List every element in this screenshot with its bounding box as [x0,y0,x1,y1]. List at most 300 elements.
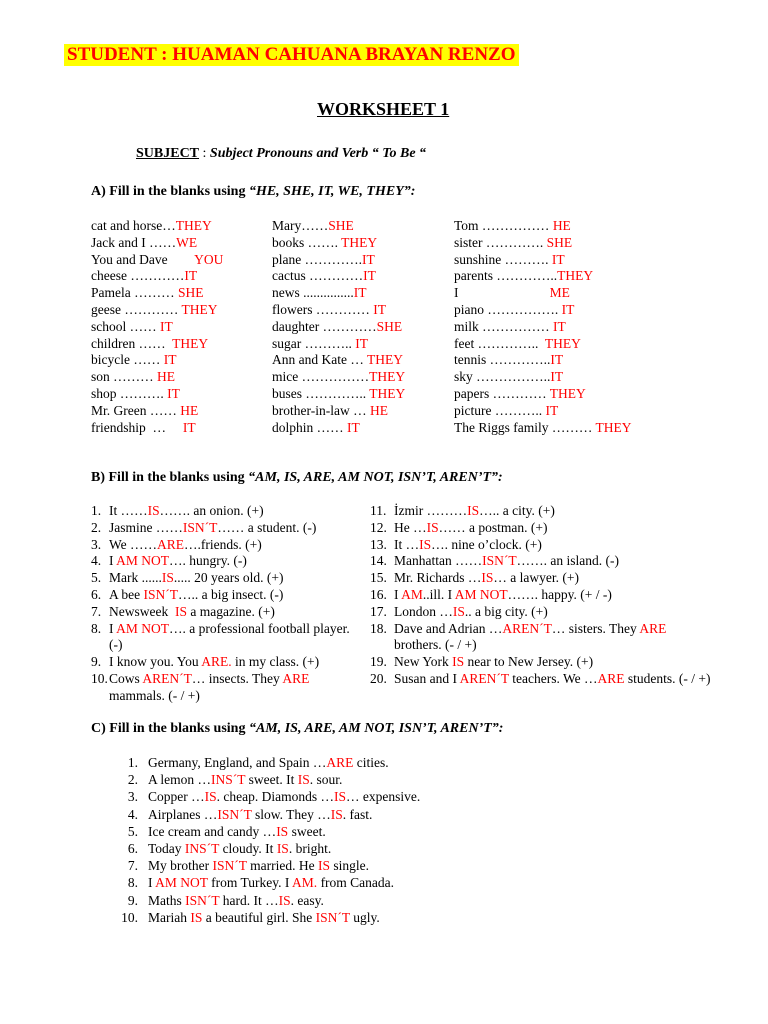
section-c-heading-prefix: C) Fill in the blanks using [91,721,249,736]
fill-item [454,420,632,437]
section-a-heading [91,184,415,200]
sentence-text: … expensive. [346,789,421,805]
sentence-text: …. nine o’clock. (+) [431,536,542,552]
fill-prompt: parents ………….. [454,268,558,284]
answer-text: AM NOT [116,553,170,569]
sentence-text: ….friends. (+) [184,536,262,552]
sentence-text: İzmir ……… [394,503,468,518]
exercise-item [91,587,363,604]
answer-text: IS [317,858,330,874]
fill-item [454,302,632,319]
fill-answer: THEY [341,234,378,250]
sentence-text: Mr. Richards … [394,570,482,586]
sentence-text: married. He [246,858,318,874]
item-number: 9. [127,892,138,908]
fill-answer: IT [553,318,566,334]
exercise-item [91,520,363,537]
sentence-text: I know you. You [109,654,202,670]
sentence-text: Cows [109,670,143,686]
sentence-text: We …… [109,536,158,552]
fill-prompt: Mr. Green …… [91,402,181,418]
sentence-text: cloudy. It [219,841,277,857]
fill-item [91,386,223,403]
sentence-text: from Canada. [317,875,395,891]
item-number: 9. [91,654,102,670]
exercise-item [112,806,420,823]
item-number: 5. [91,570,102,586]
exercise-item [370,520,715,537]
answer-text: IS [452,654,465,670]
subject-line [136,146,426,162]
fill-answer: IT [363,268,376,284]
exercise-item [91,621,363,655]
exercise-item [370,587,715,604]
item-number: 11. [370,503,387,518]
fill-answer: IT [163,352,177,368]
fill-answer: IT [184,268,198,284]
sentence-text: . bright. [288,841,332,857]
fill-prompt: feet ………….. [454,335,545,351]
fill-answer: YOU [194,251,224,267]
sentence-text: New York [394,654,453,670]
answer-text: IS [330,806,343,822]
fill-prompt: bicycle …… [91,352,164,368]
fill-item [91,319,223,336]
section-a-heading-quote: “HE, SHE, IT, WE, THEY”: [248,184,416,199]
fill-answer: ME [549,285,570,301]
fill-prompt: sister …………. [454,234,547,250]
fill-answer: SHE [546,234,573,250]
student-name: STUDENT : HUAMAN CAHUANA BRAYAN RENZO [64,44,519,66]
sentence-text: My brother [148,858,213,874]
item-sentence [109,621,363,655]
fill-item [91,336,223,353]
answer-text: AM NOT [454,586,508,602]
fill-item [272,302,405,319]
fill-item [91,352,223,369]
fill-prompt: papers ………… [454,385,550,401]
sentence-text: Newsweek [109,603,175,619]
fill-item [272,285,405,302]
fill-answer: IT [373,301,386,317]
fill-item [272,235,405,252]
fill-prompt: brother-in-law … [272,402,370,418]
answer-text: IS [426,519,439,535]
item-number: 2. [127,772,138,788]
sentence-text: … sisters. They [551,620,640,636]
answer-text: IS [481,570,494,586]
answer-text: AREN´T [459,670,509,686]
fill-item [272,352,405,369]
fill-item [454,336,632,353]
sentence-text: I [148,875,156,891]
fill-answer: THEY [549,385,586,401]
sentence-text: I [394,586,402,602]
sentence-text: ….. a big insect. (-) [178,586,284,602]
item-number: 20. [370,670,387,686]
sentence-text: .. a big city. (+) [464,603,548,619]
sentence-text: a magazine. (+) [187,603,275,619]
item-number: 18. [370,620,387,636]
sentence-text: Susan and I [394,670,460,686]
sentence-text: ……. an onion. (+) [159,503,264,518]
answer-text: ISN´T [185,892,220,908]
item-number: 7. [127,858,138,874]
item-sentence [394,654,593,671]
section-b-heading-quote: “AM, IS, ARE, AM NOT, ISN’T, AREN’T”: [248,470,503,485]
fill-prompt: dolphin …… [272,419,348,435]
item-number: 4. [127,806,138,822]
sentence-text: Mariah [148,909,191,925]
fill-item [272,369,405,386]
sentence-text: sweet. [288,823,326,839]
fill-answer: THEY [595,419,632,435]
fill-item [91,285,223,302]
sentence-text: …… a postman. (+) [438,519,548,535]
fill-answer: HE [369,402,388,418]
item-number: 1. [127,755,138,770]
fill-answer: IT [551,251,565,267]
item-sentence [109,654,319,671]
exercise-item [370,604,715,621]
sentence-text: … insects. They [191,670,283,686]
fill-answer: IT [355,335,368,351]
fill-prompt: picture ……….. [454,402,546,418]
fill-prompt: school …… [91,318,160,334]
fill-answer: THEY [181,301,218,317]
item-sentence [109,553,247,570]
fill-answer: IT [550,352,564,368]
answer-text: ARE [157,536,185,552]
sentence-text: . cheap. Diamonds … [216,789,334,805]
fill-answer: THEY [544,335,581,351]
item-sentence [394,520,547,537]
section-a-heading-prefix: A) Fill in the blanks using [91,184,249,199]
exercise-item [370,570,715,587]
fill-item [272,420,405,437]
answer-text: AM NOT [155,875,208,891]
item-sentence [394,621,715,655]
answer-text: AREN´T [502,620,552,636]
sentence-text: single. [330,858,369,874]
sentence-text: … a lawyer. (+) [493,570,579,586]
fill-prompt: buses ………….. [272,385,370,401]
fill-item [454,319,632,336]
exercise-item [112,840,420,857]
fill-item [91,302,223,319]
answer-text: ISN´T [482,553,517,569]
sentence-text: Copper … [148,789,205,805]
sentence-text: students. (- / +) [624,670,711,686]
item-number: 12. [370,519,387,535]
fill-item [91,403,223,420]
item-sentence [109,537,262,554]
item-number: 8. [91,620,102,636]
fill-prompt: sky …………….. [454,369,551,385]
fill-prompt: Mary…… [272,218,329,233]
fill-item [272,403,405,420]
fill-prompt: daughter ………… [272,318,377,334]
sentence-text: mammals. (- / +) [109,670,313,703]
item-number: 10. [121,909,138,925]
section-c-heading-quote: “AM, IS, ARE, AM NOT, ISN’T, AREN’T”: [248,721,504,736]
answer-text: ARE. [201,654,232,670]
fill-answer: IT [353,285,367,301]
sentence-text: Mark ...... [109,570,162,586]
sentence-text: Germany, England, and Spain … [148,755,327,770]
answer-text: IS [190,909,203,925]
fill-prompt: children …… [91,335,173,351]
fill-answer: THEY [366,352,403,368]
fill-prompt: son ……… [91,369,158,385]
item-number: 17. [370,603,387,619]
sentence-text: A bee [109,586,144,602]
exercise-item [91,537,363,554]
fill-prompt: Jack and I …… [91,234,177,250]
item-sentence [109,570,283,587]
fill-prompt: sunshine ………. [454,251,552,267]
sentence-text: a beautiful girl. She [202,909,316,925]
sentence-text: Maths [148,892,186,908]
fill-item [454,352,632,369]
section-b-heading-prefix: B) Fill in the blanks using [91,470,249,485]
sentence-text: …… a student. (-) [217,519,317,535]
fill-prompt: geese ………… [91,301,182,317]
item-number: 13. [370,536,387,552]
fill-prompt: I [454,285,550,301]
fill-item [91,268,223,285]
section-b-heading [91,470,503,486]
fill-answer: IT [545,402,559,418]
sentence-text: It …… [109,503,148,518]
exercise-item [91,570,363,587]
exercise-item [91,553,363,570]
answer-text: IS [204,789,217,805]
item-number: 2. [91,519,102,535]
fill-prompt: plane …………. [272,251,362,267]
item-number: 6. [91,586,102,602]
subject-value: Subject Pronouns and Verb “ To Be “ [209,146,427,161]
sentence-text: slow. They … [251,806,331,822]
fill-answer: IT [550,369,564,385]
item-sentence [148,909,380,926]
sentence-text: teachers. We … [508,670,598,686]
item-sentence [148,754,389,771]
fill-prompt: friendship … [91,419,183,435]
sentence-text: …. a professional football player. (-) [109,620,354,653]
exercise-item [112,874,420,891]
answer-text: IS [452,603,465,619]
sentence-text: ugly. [349,909,380,925]
fill-answer: IT [561,301,575,317]
fill-prompt: The Riggs family ……… [454,419,596,435]
subject-label: SUBJECT [136,146,200,161]
item-sentence [394,553,619,570]
exercise-item [370,671,715,688]
exercise-item [370,537,715,554]
answer-text: ISN´T [315,909,350,925]
answer-text: INS´T [211,772,246,788]
fill-prompt: news ............... [272,285,354,301]
answer-text: ARE [639,620,667,636]
sentence-text: sweet. It [245,772,298,788]
item-number: 8. [127,875,138,891]
item-sentence [109,503,264,520]
sentence-text: Dave and Adrian … [394,620,503,636]
section-a-column-2 [272,218,405,436]
answer-text: IS [174,603,187,619]
sentence-text: I [109,553,117,569]
item-sentence [109,520,316,537]
fill-item [454,386,632,403]
fill-item [272,268,405,285]
fill-item [454,285,632,302]
fill-answer: WE [176,234,198,250]
fill-answer: THEY [175,218,212,233]
sentence-text: near to New Jersey. (+) [464,654,594,670]
fill-item [454,252,632,269]
answer-text: AM NOT [116,620,170,636]
sentence-text: ….. a city. (+) [479,503,555,518]
item-sentence [109,587,283,604]
fill-prompt: Pamela ……… [91,285,178,301]
sentence-text: . easy. [290,892,324,908]
item-number: 4. [91,553,102,569]
item-sentence [394,671,711,688]
answer-text: ISN´T [182,519,218,535]
fill-item [91,218,223,235]
item-sentence [148,823,326,840]
item-number: 5. [127,823,138,839]
fill-prompt: tennis ………….. [454,352,551,368]
item-number: 7. [91,603,102,619]
fill-answer: SHE [328,218,354,233]
fill-prompt: sugar ……….. [272,335,356,351]
exercise-item [112,823,420,840]
item-number: 1. [91,503,102,518]
fill-item [272,252,405,269]
fill-item [272,336,405,353]
sentence-text: . fast. [342,806,373,822]
item-sentence [109,604,275,621]
fill-prompt: cat and horse… [91,218,176,233]
worksheet-title: WORKSHEET 1 [317,99,450,119]
exercise-item [112,909,420,926]
item-number: 19. [370,654,387,670]
fill-prompt: Ann and Kate … [272,352,367,368]
answer-text: IS [467,503,480,518]
item-sentence [394,537,542,554]
fill-answer: THEY [557,268,594,284]
fill-item [91,369,223,386]
fill-item [454,268,632,285]
sentence-text: cities. [353,755,389,770]
fill-answer: THEY [172,335,209,351]
item-sentence [394,503,555,520]
item-number: 6. [127,841,138,857]
sentence-text: in my class. (+) [231,654,320,670]
answer-text: ARE [597,670,625,686]
exercise-item [112,754,420,771]
fill-prompt: books ……. [272,234,342,250]
fill-item [91,420,223,437]
answer-text: ARE [326,755,354,770]
exercise-item [370,553,715,570]
answer-text: ARE [282,670,310,686]
item-sentence [148,788,420,805]
sentence-text: He … [394,519,427,535]
sentence-text: Ice cream and candy … [148,823,277,839]
exercise-item [91,604,363,621]
exercise-item [91,654,363,671]
sentence-text: …. hungry. (-) [169,553,247,569]
item-sentence [394,604,548,621]
answer-text: ISN´T [212,858,247,874]
sentence-text: Jasmine …… [109,519,183,535]
fill-answer: IT [182,419,196,435]
sentence-text: ……. an island. (-) [516,553,619,569]
sentence-text: It … [394,536,420,552]
fill-item [454,403,632,420]
item-number: 10. [91,670,108,686]
answer-text: ISN´T [217,806,252,822]
exercise-item [370,503,715,520]
exercise-item [112,771,420,788]
fill-answer: HE [157,369,176,385]
item-number: 15. [370,570,387,586]
item-sentence [148,771,342,788]
fill-item [454,235,632,252]
sentence-text: ..ill. I [422,586,455,602]
answer-text: ISN´T [143,586,178,602]
fill-item [91,252,223,269]
answer-text: IS [297,772,310,788]
fill-item [91,235,223,252]
answer-text: AREN´T [142,670,192,686]
fill-answer: IT [160,318,173,334]
exercise-item [112,857,420,874]
section-b-left-list [91,503,363,705]
fill-prompt: milk …………… [454,318,554,334]
section-a-column-3 [454,218,632,436]
fill-item [454,369,632,386]
fill-item [272,386,405,403]
section-b-right-list [370,503,715,688]
item-sentence [148,840,331,857]
item-sentence [148,892,324,909]
exercise-item [112,788,420,805]
sentence-text: Airplanes … [148,806,218,822]
fill-answer: SHE [376,318,403,334]
fill-prompt: You and Dave [91,251,195,267]
fill-prompt: flowers ………… [272,301,374,317]
fill-answer: THEY [369,385,406,401]
item-sentence [148,806,372,823]
sentence-text: ……. happy. (+ / -) [507,586,612,602]
answer-text: IS [276,841,289,857]
fill-prompt: shop ………. [91,385,168,401]
item-sentence [394,570,579,587]
fill-item [454,218,632,235]
item-sentence [394,587,612,604]
fill-answer: IT [167,385,180,401]
fill-answer: THEY [369,369,406,385]
answer-text: IS [147,503,160,518]
answer-text: IS [334,789,347,805]
fill-prompt: piano ……………. [454,301,562,317]
exercise-item [112,892,420,909]
answer-text: IS [419,536,432,552]
